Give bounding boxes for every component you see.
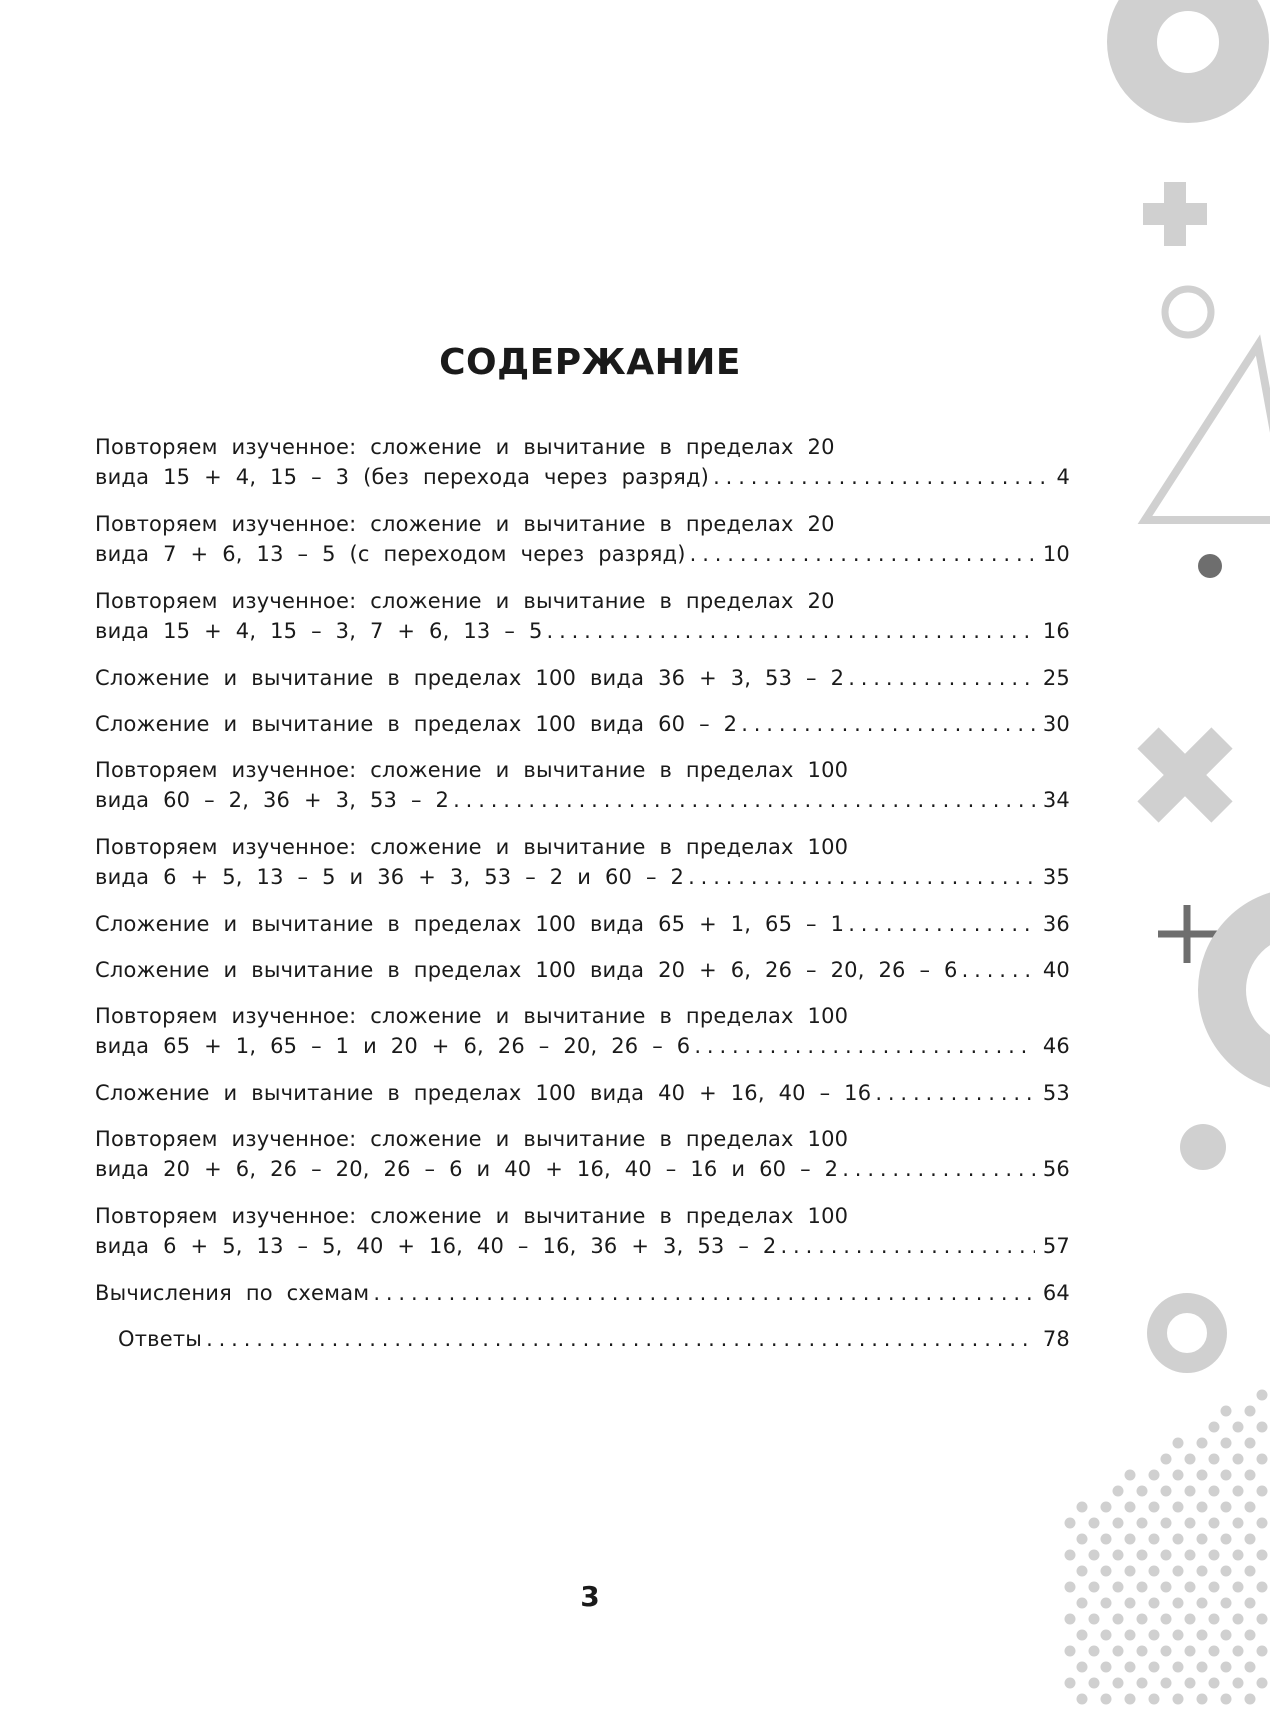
dot-leader <box>962 955 1035 985</box>
pattern-dot <box>1149 1662 1160 1673</box>
pattern-dot <box>1245 1534 1256 1545</box>
pattern-dot <box>1245 1598 1256 1609</box>
pattern-dot <box>1101 1534 1112 1545</box>
pattern-dot <box>1221 1502 1232 1513</box>
pattern-dot <box>1197 1598 1208 1609</box>
toc-entry[interactable] <box>95 663 1070 693</box>
pattern-dot <box>1125 1630 1136 1641</box>
pattern-dot <box>1065 1614 1076 1625</box>
pattern-dot <box>1209 1486 1220 1497</box>
pattern-dot <box>1113 1518 1124 1529</box>
pattern-dot <box>1197 1662 1208 1673</box>
pattern-dot <box>1101 1566 1112 1577</box>
pattern-dot <box>1161 1454 1172 1465</box>
pattern-dot <box>1161 1550 1172 1561</box>
pattern-dot <box>1137 1550 1148 1561</box>
toc-entry-title-line: Повторяем изученное: сложение и вычитание в пределах 100 <box>95 1127 849 1151</box>
pattern-dot <box>1137 1614 1148 1625</box>
toc-page-number: 34 <box>1042 788 1070 812</box>
dot-leader <box>688 862 1035 892</box>
toc-entry-line <box>95 1078 1070 1108</box>
toc-entry-title-line: Повторяем изученное: сложение и вычитание в пределах 20 <box>95 589 835 613</box>
pattern-dot <box>1149 1470 1160 1481</box>
toc-entry[interactable] <box>95 1324 1070 1354</box>
toc-entry-title-line: Повторяем изученное: сложение и вычитание в пределах 20 <box>95 512 835 536</box>
pattern-dot <box>1245 1630 1256 1641</box>
toc-entry-title: Сложение и вычитание в пределах 100 вида 40 + 16, 40 – 16 <box>95 1081 872 1105</box>
pattern-dot <box>1257 1550 1268 1561</box>
pattern-dot <box>1101 1502 1112 1513</box>
pattern-dot <box>1233 1582 1244 1593</box>
pattern-dot <box>1197 1438 1208 1449</box>
table-of-contents <box>95 432 1070 1370</box>
pattern-dot <box>1185 1614 1196 1625</box>
toc-entry[interactable] <box>95 832 1070 892</box>
toc-entry[interactable] <box>95 955 1070 985</box>
pattern-dot <box>1233 1422 1244 1433</box>
pattern-dot <box>1173 1502 1184 1513</box>
toc-entry-title-line: Повторяем изученное: сложение и вычитание в пределах 100 <box>95 835 849 859</box>
toc-entry-title: Вычисления по схемам <box>95 1281 370 1305</box>
pattern-dot <box>1209 1614 1220 1625</box>
pattern-dot <box>1077 1630 1088 1641</box>
pattern-dot <box>1149 1694 1160 1705</box>
pattern-dot <box>1125 1534 1136 1545</box>
toc-entry-line <box>95 663 1070 693</box>
toc-entry-title: вида 6 + 5, 13 – 5, 40 + 16, 40 – 16, 36 + 3, 53 – 2 <box>95 1234 777 1258</box>
pattern-dot <box>1137 1518 1148 1529</box>
dot-leader <box>842 1154 1035 1184</box>
page-title: СОДЕРЖАНИЕ <box>439 342 741 383</box>
pattern-dot <box>1089 1518 1100 1529</box>
pattern-dot <box>1149 1630 1160 1641</box>
toc-page-number: 53 <box>1042 1081 1070 1105</box>
pattern-dot <box>1089 1646 1100 1657</box>
pattern-dot <box>1245 1470 1256 1481</box>
toc-page-number: 16 <box>1042 619 1070 643</box>
half-ring-icon <box>1222 912 1270 1068</box>
pattern-dot <box>1161 1646 1172 1657</box>
pattern-dot <box>1161 1486 1172 1497</box>
toc-entry-line <box>95 709 1070 739</box>
pattern-dot <box>1185 1486 1196 1497</box>
toc-entry-line <box>95 1031 1070 1061</box>
pattern-dot <box>1077 1662 1088 1673</box>
pattern-dot <box>1065 1550 1076 1561</box>
pattern-dot <box>1137 1486 1148 1497</box>
ring-icon <box>1157 1303 1217 1363</box>
dot-icon <box>1198 554 1222 578</box>
pattern-dot <box>1113 1614 1124 1625</box>
pattern-dot <box>1185 1454 1196 1465</box>
toc-entry[interactable] <box>95 1078 1070 1108</box>
pattern-dot <box>1077 1534 1088 1545</box>
pattern-dot <box>1221 1566 1232 1577</box>
pattern-dot <box>1197 1470 1208 1481</box>
pattern-dot <box>1173 1662 1184 1673</box>
toc-page-number: 64 <box>1042 1281 1070 1305</box>
pattern-dot <box>1125 1566 1136 1577</box>
toc-entry[interactable] <box>95 586 1070 646</box>
toc-entry[interactable] <box>95 432 1070 492</box>
pattern-dot <box>1173 1566 1184 1577</box>
pattern-dot <box>1221 1630 1232 1641</box>
pattern-dot <box>1209 1550 1220 1561</box>
dot-icon <box>1180 1124 1226 1170</box>
pattern-dot <box>1209 1422 1220 1433</box>
plus-icon <box>1143 182 1207 246</box>
pattern-dot <box>1161 1518 1172 1529</box>
pattern-dot <box>1149 1502 1160 1513</box>
pattern-dot <box>1257 1678 1268 1689</box>
page-number: 3 <box>580 1580 600 1613</box>
pattern-dot <box>1257 1646 1268 1657</box>
dot-leader <box>848 909 1035 939</box>
pattern-dot <box>1173 1470 1184 1481</box>
pattern-dot <box>1209 1678 1220 1689</box>
toc-page-number: 57 <box>1042 1234 1070 1258</box>
pattern-dot <box>1197 1630 1208 1641</box>
pattern-dot <box>1209 1646 1220 1657</box>
pattern-dot <box>1233 1678 1244 1689</box>
ring-icon <box>1132 0 1244 98</box>
pattern-dot <box>1161 1614 1172 1625</box>
toc-entry-line <box>95 785 1070 815</box>
toc-entry-title: вида 15 + 4, 15 – 3, 7 + 6, 13 – 5 <box>95 619 543 643</box>
toc-page-number: 78 <box>1042 1327 1070 1351</box>
pattern-dot <box>1077 1502 1088 1513</box>
pattern-dot <box>1113 1646 1124 1657</box>
pattern-dot <box>1209 1518 1220 1529</box>
dot-leader <box>741 709 1035 739</box>
pattern-dot <box>1137 1646 1148 1657</box>
pattern-dot <box>1089 1678 1100 1689</box>
circle-outline-icon <box>1165 289 1211 335</box>
pattern-dot <box>1149 1566 1160 1577</box>
pattern-dot <box>1221 1662 1232 1673</box>
dot-leader <box>206 1324 1035 1354</box>
pattern-dot <box>1257 1518 1268 1529</box>
pattern-dot <box>1221 1406 1232 1417</box>
toc-page-number: 25 <box>1042 666 1070 690</box>
toc-entry-title: Сложение и вычитание в пределах 100 вида 65 + 1, 65 – 1 <box>95 912 845 936</box>
plus-thin-icon <box>1158 905 1220 963</box>
dot-leader <box>373 1278 1035 1308</box>
toc-entry-title: вида 20 + 6, 26 – 20, 26 – 6 и 40 + 16, 40 – 16 и 60 – 2 <box>95 1157 839 1181</box>
dot-leader <box>713 462 1048 492</box>
dot-leader <box>848 663 1035 693</box>
pattern-dot <box>1185 1550 1196 1561</box>
toc-entry-line <box>95 1324 1070 1354</box>
pattern-dot <box>1221 1598 1232 1609</box>
dot-leader <box>690 539 1035 569</box>
pattern-dot <box>1173 1694 1184 1705</box>
pattern-dot <box>1113 1678 1124 1689</box>
toc-entry[interactable] <box>95 709 1070 739</box>
toc-entry-title-line: Повторяем изученное: сложение и вычитание в пределах 20 <box>95 435 835 459</box>
toc-page-number: 56 <box>1042 1157 1070 1181</box>
toc-entry[interactable] <box>95 509 1070 569</box>
pattern-dot <box>1185 1678 1196 1689</box>
toc-entry[interactable] <box>95 1201 1070 1261</box>
toc-page-number: 40 <box>1042 958 1070 982</box>
toc-entry-line <box>95 539 1070 569</box>
dot-pattern <box>1065 1390 1268 1705</box>
toc-entry-line <box>95 462 1070 492</box>
toc-entry-title-line: Повторяем изученное: сложение и вычитание в пределах 100 <box>95 1204 849 1228</box>
toc-entry-title-line: Повторяем изученное: сложение и вычитание в пределах 100 <box>95 758 849 782</box>
toc-entry-title: вида 7 + 6, 13 – 5 (с переходом через разряд) <box>95 542 686 566</box>
toc-page-number: 30 <box>1042 712 1070 736</box>
toc-entry-title: вида 65 + 1, 65 – 1 и 20 + 6, 26 – 20, 26 – 6 <box>95 1034 691 1058</box>
pattern-dot <box>1173 1534 1184 1545</box>
toc-entry-line <box>95 1154 1070 1184</box>
toc-entry-line <box>95 955 1070 985</box>
pattern-dot <box>1233 1646 1244 1657</box>
pattern-dot <box>1245 1502 1256 1513</box>
pattern-dot <box>1257 1582 1268 1593</box>
pattern-dot <box>1221 1694 1232 1705</box>
pattern-dot <box>1113 1550 1124 1561</box>
pattern-dot <box>1221 1438 1232 1449</box>
pattern-dot <box>1257 1422 1268 1433</box>
toc-entry[interactable] <box>95 1001 1070 1061</box>
toc-page-number: 4 <box>1056 465 1070 489</box>
toc-entry-title: Сложение и вычитание в пределах 100 вида 60 – 2 <box>95 712 738 736</box>
pattern-dot <box>1209 1582 1220 1593</box>
pattern-dot <box>1125 1694 1136 1705</box>
pattern-dot <box>1245 1566 1256 1577</box>
pattern-dot <box>1197 1694 1208 1705</box>
toc-page-number: 10 <box>1042 542 1070 566</box>
pattern-dot <box>1257 1614 1268 1625</box>
toc-entry-title: вида 15 + 4, 15 – 3 (без перехода через разряд) <box>95 465 710 489</box>
toc-entry[interactable] <box>95 909 1070 939</box>
pattern-dot <box>1137 1678 1148 1689</box>
pattern-dot <box>1185 1518 1196 1529</box>
pattern-dot <box>1149 1534 1160 1545</box>
toc-page-number: 35 <box>1042 865 1070 889</box>
pattern-dot <box>1065 1646 1076 1657</box>
pattern-dot <box>1245 1694 1256 1705</box>
toc-page-number: 36 <box>1042 912 1070 936</box>
pattern-dot <box>1245 1438 1256 1449</box>
pattern-dot <box>1257 1390 1268 1401</box>
toc-entry-title: Ответы <box>118 1327 203 1351</box>
pattern-dot <box>1245 1662 1256 1673</box>
pattern-dot <box>1257 1454 1268 1465</box>
pattern-dot <box>1233 1454 1244 1465</box>
pattern-dot <box>1089 1614 1100 1625</box>
toc-entry-line <box>95 909 1070 939</box>
pattern-dot <box>1077 1566 1088 1577</box>
toc-entry[interactable] <box>95 755 1070 815</box>
pattern-dot <box>1065 1518 1076 1529</box>
toc-entry-title-line: Повторяем изученное: сложение и вычитание в пределах 100 <box>95 1004 849 1028</box>
pattern-dot <box>1209 1454 1220 1465</box>
dot-leader <box>875 1078 1035 1108</box>
toc-entry-line <box>95 616 1070 646</box>
pattern-dot <box>1101 1630 1112 1641</box>
pattern-dot <box>1089 1550 1100 1561</box>
pattern-dot <box>1233 1614 1244 1625</box>
pattern-dot <box>1233 1550 1244 1561</box>
pattern-dot <box>1125 1662 1136 1673</box>
pattern-dot <box>1077 1694 1088 1705</box>
pattern-dot <box>1185 1582 1196 1593</box>
toc-entry[interactable] <box>95 1278 1070 1308</box>
pattern-dot <box>1197 1502 1208 1513</box>
pattern-dot <box>1221 1470 1232 1481</box>
pattern-dot <box>1173 1438 1184 1449</box>
pattern-dot <box>1113 1486 1124 1497</box>
pattern-dot <box>1245 1406 1256 1417</box>
pattern-dot <box>1125 1502 1136 1513</box>
pattern-dot <box>1221 1534 1232 1545</box>
pattern-dot <box>1101 1694 1112 1705</box>
toc-entry-title: вида 60 – 2, 36 + 3, 53 – 2 <box>95 788 450 812</box>
pattern-dot <box>1197 1566 1208 1577</box>
pattern-dot <box>1257 1486 1268 1497</box>
toc-entry-line <box>95 1231 1070 1261</box>
pattern-dot <box>1125 1470 1136 1481</box>
toc-entry-title: вида 6 + 5, 13 – 5 и 36 + 3, 53 – 2 и 60 – 2 <box>95 865 685 889</box>
pattern-dot <box>1185 1646 1196 1657</box>
toc-entry-line <box>95 1278 1070 1308</box>
dot-leader <box>781 1231 1035 1261</box>
pattern-dot <box>1233 1518 1244 1529</box>
cross-icon <box>1148 738 1222 812</box>
toc-entry-title: Сложение и вычитание в пределах 100 вида 20 + 6, 26 – 20, 26 – 6 <box>95 958 958 982</box>
pattern-dot <box>1065 1678 1076 1689</box>
toc-page-number: 46 <box>1042 1034 1070 1058</box>
pattern-dot <box>1173 1630 1184 1641</box>
toc-entry-title: Сложение и вычитание в пределах 100 вида 36 + 3, 53 – 2 <box>95 666 845 690</box>
dot-leader <box>453 785 1035 815</box>
toc-entry[interactable] <box>95 1124 1070 1184</box>
pattern-dot <box>1197 1534 1208 1545</box>
pattern-dot <box>1101 1662 1112 1673</box>
dot-leader <box>694 1031 1035 1061</box>
toc-entry-line <box>95 862 1070 892</box>
pattern-dot <box>1161 1678 1172 1689</box>
pattern-dot <box>1233 1486 1244 1497</box>
dot-leader <box>547 616 1035 646</box>
